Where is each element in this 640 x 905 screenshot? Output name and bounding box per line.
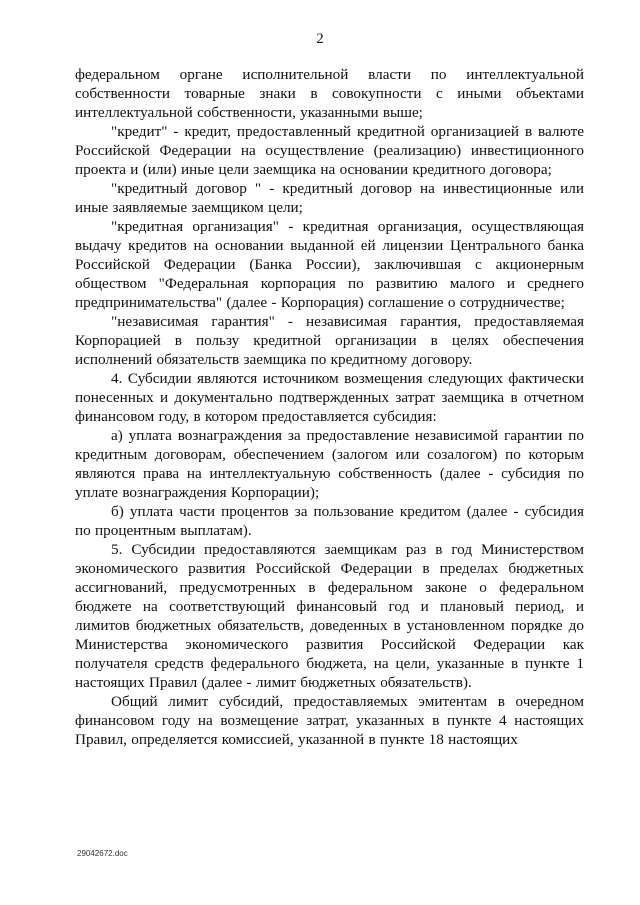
- paragraph-clause-4: 4. Субсидии являются источником возмещения следующих фактически понесенных и документально подтвержденных затрат заемщика в отчетном финансовом году, в котором предоставляется субсидия:: [75, 370, 584, 425]
- paragraph-definition-credit-organization: "кредитная организация" - кредитная организация, осуществляющая выдачу кредитов на основании выданной ей лицензии Центрального банка Российской Федерации (Банка России), заключившая с акционерным обществом "Федеральная корпорация по развитию малого и среднего предпринимательства" (далее - Корпорация) соглашение о сотрудничестве;: [75, 218, 584, 311]
- paragraph-subsidy-limit: Общий лимит субсидий, предоставляемых эмитентам в очередном финансовом году на возмещение затрат, указанных в пункте 4 настоящих Правил, определяется комиссией, указанной в пункте 18 настоящих: [75, 693, 584, 748]
- paragraph-definition-trademark-continuation: федеральном органе исполнительной власти по интеллектуальной собственности товарные знаки в совокупности с иными объектами интеллектуальной собственности, указанными выше;: [75, 66, 584, 121]
- document-body: [75, 65, 584, 749]
- paragraph-clause-5: 5. Субсидии предоставляются заемщикам раз в год Министерством экономического развития Российской Федерации в пределах бюджетных ассигнований, предусмотренных в федеральном законе о федеральном бюджете на соответствующий финансовый год и плановый период, и лимитов бюджетных обязательств, доведенных в установленном порядке до Министерства экономического развития Российской Федерации как получателя средств федерального бюджета, на цели, указанные в пункте 1 настоящих Правил (далее - лимит бюджетных обязательств).: [75, 541, 584, 691]
- paragraph-definition-independent-guarantee: "независимая гарантия" - независимая гарантия, предоставляемая Корпорацией в пользу кредитной организации в целях обеспечения исполнений обязательств заемщика по кредитному договору.: [75, 313, 584, 368]
- paragraph-clause-4b: б) уплата части процентов за пользование кредитом (далее - субсидия по процентным выплатам).: [75, 503, 584, 539]
- paragraph-definition-credit-agreement: "кредитный договор " - кредитный договор на инвестиционные или иные заявляемые заемщиком цели;: [75, 180, 584, 216]
- page-number: 2: [316, 31, 324, 47]
- footer-filename: 29042672.doc: [77, 849, 128, 858]
- paragraph-definition-credit: "кредит" - кредит, предоставленный кредитной организацией в валюте Российской Федерации на осуществление (реализацию) инвестиционного проекта и (или) иные цели заемщика на основании кредитного договора;: [75, 123, 584, 178]
- paragraph-clause-4a: а) уплата вознаграждения за предоставление независимой гарантии по кредитным договорам, обеспечением (залогом или созалогом) по которым являются права на интеллектуальную собственность (далее - субсидия по уплате вознаграждения Корпорации);: [75, 427, 584, 501]
